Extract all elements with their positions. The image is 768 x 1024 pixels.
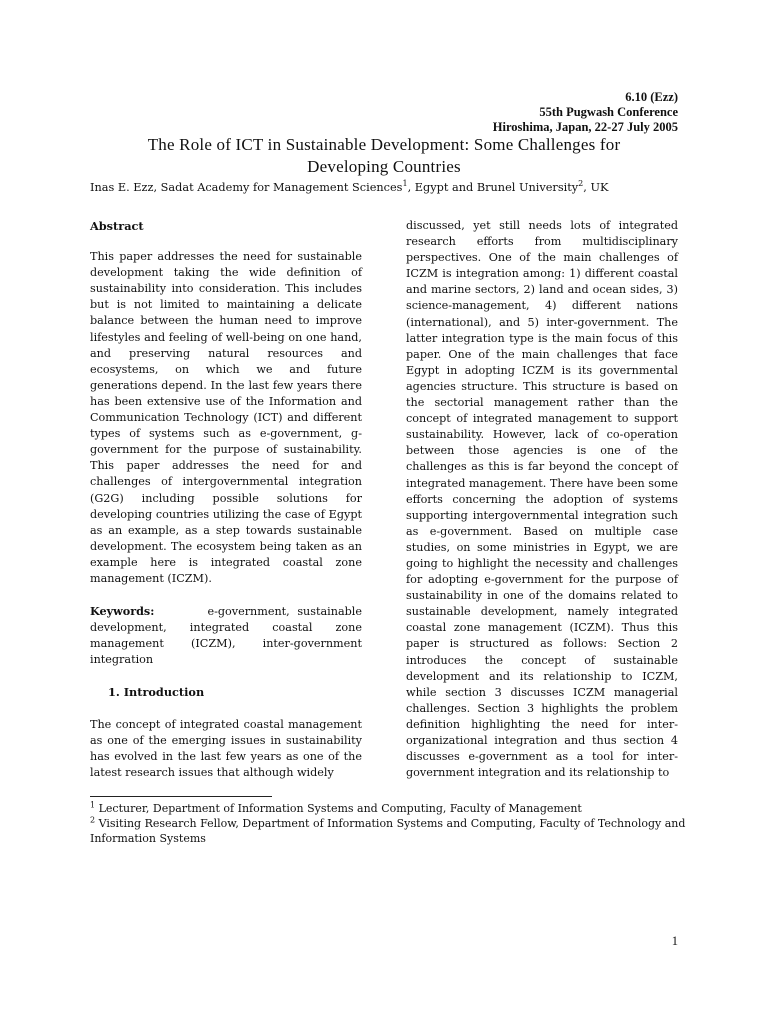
paper-code: 6.10 (Ezz) [625,90,678,104]
author-country: , UK [583,181,609,194]
footnotes [90,801,690,846]
page-number: 1 [671,934,678,948]
left-column [90,218,362,781]
footnote-2-text: Visiting Research Fellow, Department of Information Systems and Computing, Faculty of Technology and Information Systems [90,817,686,845]
paper-title-line-1: The Role of ICT in Sustainable Development: Some Challenges for [147,135,621,154]
conference-header [493,90,678,135]
footnote-divider [90,796,272,797]
footnote-2 [90,816,690,846]
abstract-heading: Abstract [90,219,144,233]
introduction-body-right: discussed, yet still needs lots of integrated research efforts from multidisciplinary perspectives. One of the main challenges of ICZM is integration among: 1) different coastal and marine sectors, 2) land and ocean sides, 3) science-management, 4) different nations (international), and 5) inter-government. The latter integration type is the main focus of this paper. One of the main challenges that face Egypt in adopting ICZM is its governmental agencies structure. This structure is based on the sectorial management rather than the concept of integrated management to support sustainability. However, lack of co-operation between those agencies is one of the challenges as this is far beyond the concept of integrated management. There have been some efforts concerning the adoption of systems supporting intergovernmental integration such as e-government. Based on multiple case studies, on some ministries in Egypt, we are going to highlight the necessity and challenges for adopting e-government for the purpose of sustainability in one of the domains related to sustainable development, namely integrated coastal zone management (ICZM). Thus this paper is structured as follows: Section 2 introduces the concept of sustainable development and its relationship to ICZM, while section 3 discusses ICZM managerial challenges. Section 3 highlights the problem definition highlighting the need for inter-organizational integration and thus section 4 discusses e-government as a tool for inter-government integration and its relationship to [406,219,678,780]
footnote-marker-2: 2 [578,179,584,189]
footnote-1-text: Lecturer, Department of Information Systems and Computing, Faculty of Management [95,802,582,815]
keywords-label: Keywords: [90,604,155,619]
paper-title-line-2: Developing Countries [307,157,461,176]
footnote-1 [90,801,690,816]
footnote-1-mark: 1 [90,800,96,810]
footnote-2-mark: 2 [90,815,96,825]
footnote-marker-1: 1 [402,179,408,189]
keywords [90,603,362,668]
author-affiliation-2: , Egypt and Brunel University [407,181,579,194]
right-column [406,218,678,781]
introduction-body-left: The concept of integrated coastal management as one of the emerging issues in sustainability has evolved in the last few years as one of the latest research issues that although widely [90,717,362,779]
author-line [90,180,690,196]
conference-location-date: Hiroshima, Japan, 22-27 July 2005 [492,120,678,134]
author-affiliation-1: Inas E. Ezz, Sadat Academy for Management Sciences [90,181,403,194]
abstract-body: This paper addresses the need for sustainable development taking the wide definition of sustainability into consideration. This includes but is not limited to maintaining a delicate balance between the human need to improve lifestyles and feeling of well-being on one hand, and preserving natural resources and ecosystems, on which we and future generations depend. In the last few years there has been extensive use of the Information and Communication Technology (ICT) and different types of systems such as e-government, g-government for the purpose of sustainability. This paper addresses the need for and challenges of intergovernmental integration (G2G) including possible solutions for developing countries utilizing the case of Egypt as an example, as a step towards sustainable development. The ecosystem being taken as an example here is integrated coastal zone management (ICZM). [90,250,362,585]
keywords-text: e-government, sustainable development, integrated coastal zone management (ICZM), inter-government integration [90,605,362,667]
paper-title [90,134,678,178]
introduction-heading: 1. Introduction [108,685,205,700]
conference-name: 55th Pugwash Conference [539,105,678,119]
